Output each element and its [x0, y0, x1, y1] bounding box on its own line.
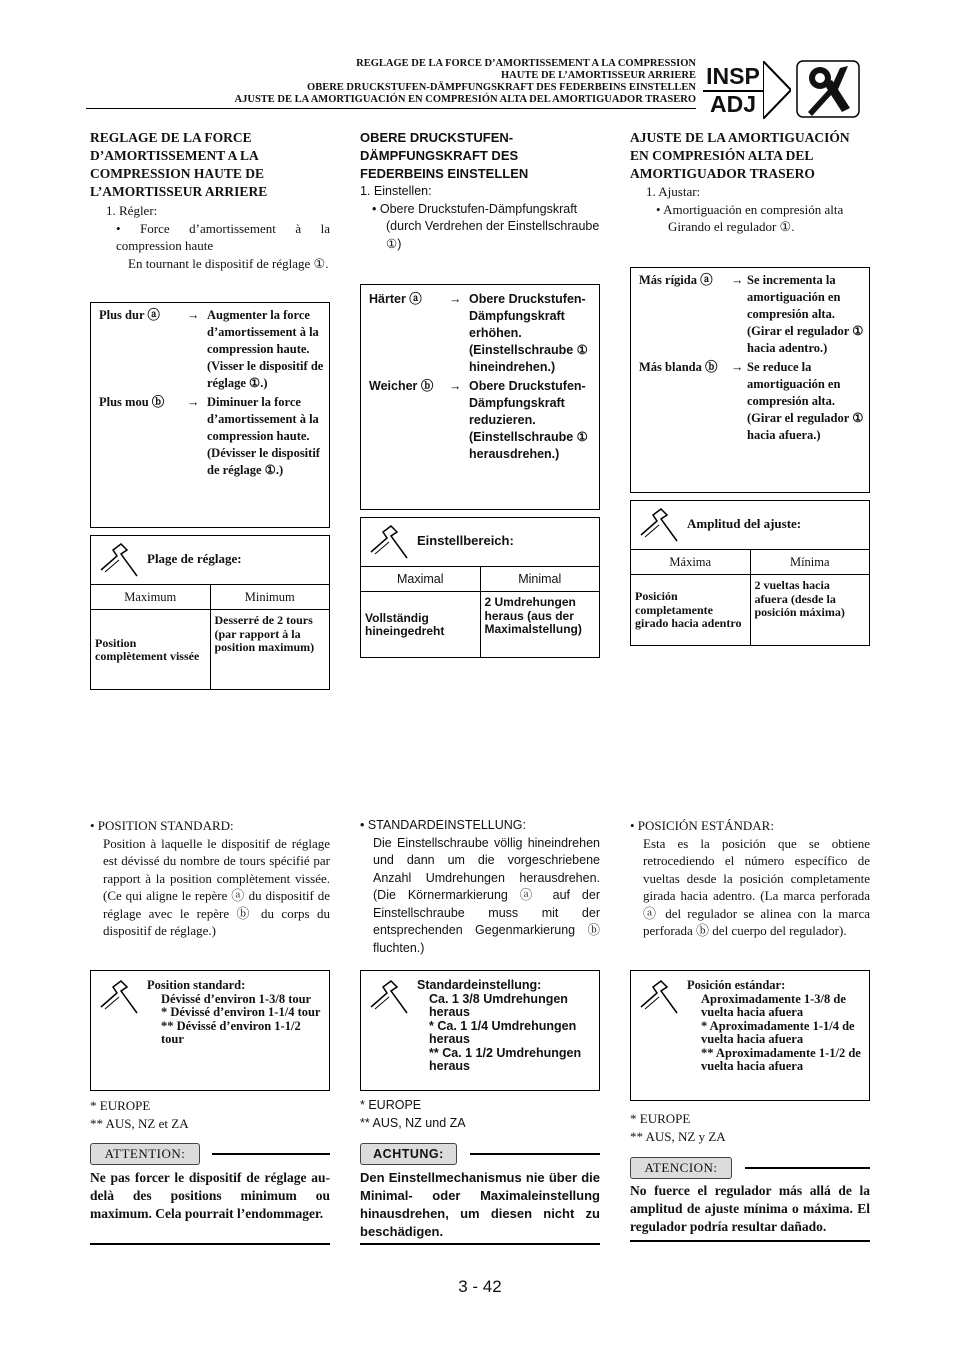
de-warning-label: ACHTUNG: — [360, 1143, 457, 1165]
de-note-2: ** AUS, NZ und ZA — [360, 1115, 466, 1130]
running-header — [235, 58, 696, 106]
es-warning-rule — [745, 1167, 870, 1169]
fr-range-max-header: Maximum — [91, 585, 211, 609]
fr-warning-bottom-rule — [90, 1243, 330, 1245]
fr-std-box-title: Position standard: — [147, 978, 246, 992]
de-notes — [360, 1097, 600, 1132]
header-line-1: REGLAGE DE LA FORCE D’AMORTISSEMENT A LA COMPRESSION — [356, 58, 696, 69]
badge-insp: INSP — [706, 63, 760, 89]
es-warning-text: No fuerce el regulador más allá de la amplitud de ajuste mínima o máxima. El regulador podría resultar dañado. — [630, 1183, 870, 1234]
column-de — [360, 129, 600, 253]
es-harder-text: Se incrementa la amortiguación en compresión alta. (Girar el regulador ① hacia adentro.) — [747, 273, 864, 355]
es-range-min: 2 vueltas hacia afuera (desde la posición máxima) — [754, 578, 845, 619]
de-range-max-header: Maximal — [361, 567, 481, 591]
fr-range-min-header: Minimum — [244, 590, 295, 604]
fr-harder-label: Plus dur ⓐ — [99, 308, 160, 322]
de-warning-text: Den Einstellmechanismus nie über die Minimal- oder Maximaleinstellung hinausdrehen, um diesen nicht zu beschädigen. — [360, 1170, 600, 1239]
de-bullet-sub: (durch Verdrehen der Einstellschraube ①) — [386, 219, 600, 251]
es-range-table — [630, 500, 870, 646]
de-range-table — [360, 517, 600, 658]
fr-range-min: Desserré de 2 tours (par rapport à la position maximum) — [214, 613, 315, 654]
de-std-text: Die Einstellschraube völlig hineindrehen und dann um die vorgeschriebene Anzahl Umdrehungen herausdrehen. (Die Körnermarkierung ⓐ auf der Einstellschraube muss mit der entsprechenden Gegenmarkierung ⓑ fluchten.) — [373, 835, 600, 955]
header-line-4: AJUSTE DE LA AMORTIGUACIÓN EN COMPRESIÓN ALTA DEL AMORTIGUADOR TRASERO — [234, 94, 696, 105]
fr-warning-text: Ne pas forcer le dispositif de réglage au-delà des positions minimum ou maximum. Cela pourrait l’endommager. — [90, 1170, 330, 1221]
fr-range-table — [90, 535, 330, 690]
es-standard-box — [630, 970, 870, 1101]
es-title: AJUSTE DE LA AMORTIGUACIÓN EN COMPRESIÓN ALTA DEL AMORTIGUADOR TRASERO — [630, 130, 850, 181]
de-range-min: 2 Umdrehungen heraus (aus der Maximalstellung) — [484, 595, 582, 636]
fr-std-bullet: • POSITION STANDARD: — [90, 818, 234, 833]
de-std-box-line-1: Ca. 1 3/8 Umdrehungen heraus — [429, 991, 568, 1019]
es-notes — [630, 1110, 870, 1145]
fr-standard-section — [90, 817, 330, 940]
fr-note-1: * EUROPE — [90, 1098, 151, 1113]
de-step: 1. Einstellen: — [360, 184, 432, 198]
de-range-max: Vollständig hineingedreht — [361, 592, 481, 658]
de-range-title: Einstellbereich: — [417, 533, 514, 548]
wrench-spec-icon — [369, 979, 413, 1015]
fr-softer-label: Plus mou ⓑ — [99, 395, 165, 409]
fr-warning-label: ATTENTION: — [90, 1143, 200, 1165]
header-line-2: HAUTE DE L’AMORTISSEUR ARRIERE — [501, 70, 696, 81]
de-harder-label: Härter ⓐ — [369, 292, 422, 306]
wrench-spec-icon — [639, 507, 683, 543]
de-standard-box — [360, 970, 600, 1091]
de-harder-arrow: → — [449, 292, 462, 306]
es-softer-arrow: → — [731, 360, 744, 374]
de-std-box-line-2: * Ca. 1 1/4 Umdrehungen heraus — [429, 1018, 577, 1046]
de-softer-text: Obere Druckstufen-Dämpfungskraft reduzieren. (Einstellschraube ① herausdrehen.) — [469, 379, 588, 461]
fr-title: REGLAGE DE LA FORCE D’AMORTISSEMENT A LA COMPRESSION HAUTE DE L’AMORTISSEUR ARRIERE — [90, 130, 268, 199]
de-softer-label: Weicher ⓑ — [369, 379, 434, 393]
es-warning-bottom-rule — [630, 1240, 870, 1242]
fr-softer-text: Diminuer la force d’amortissement à la compression haute. (Dévisser le dispositif de réglage ①.) — [207, 395, 320, 477]
es-range-title: Amplitud del ajuste: — [687, 516, 802, 531]
wrench-spec-icon — [369, 524, 413, 560]
es-adjust-table — [630, 267, 870, 493]
de-std-bullet: • STANDARDEINSTELLUNG: — [360, 818, 526, 832]
page-number: 3 - 42 — [458, 1277, 502, 1296]
de-adjust-table — [360, 284, 600, 510]
es-range-min-header: Mínima — [789, 555, 830, 569]
de-warning-rule — [470, 1153, 600, 1155]
es-harder-label: Más rígida ⓐ — [639, 273, 713, 287]
column-es — [630, 129, 870, 236]
es-std-box-line-1: Aproximadamente 1-3/8 de vuelta hacia afuera — [701, 991, 846, 1019]
es-note-2: ** AUS, NZ y ZA — [630, 1128, 726, 1144]
es-bullet: • Amortiguación en compresión alta — [656, 201, 844, 217]
fr-adjust-table — [90, 302, 330, 528]
fr-harder-arrow: → — [187, 308, 200, 322]
de-standard-section — [360, 817, 600, 957]
es-std-box-line-2: * Aproximadamente 1-1/4 de vuelta hacia afuera — [701, 1018, 855, 1046]
es-range-max-header: Máxima — [631, 550, 751, 574]
column-fr — [90, 129, 330, 272]
fr-bullet: • Force d’amortissement à la compression haute — [116, 220, 330, 253]
es-note-1: * EUROPE — [630, 1111, 691, 1126]
es-warning-label: ATENCION: — [630, 1157, 732, 1179]
es-std-text: Esta es la posición que se obtiene retrocediendo el número específico de vueltas desde la posición completamente girada hacia adentro. (La marca perforada ⓐ del regulador se alinea con la marca perforada ⓑ del cuerpo del regulador). — [643, 835, 870, 938]
fr-bullet-sub: En tournant le dispositif de réglage ①. — [128, 255, 329, 271]
de-softer-arrow: → — [449, 379, 462, 393]
fr-std-box-line-1: Dévissé d’environ 1-3/8 tour — [161, 991, 312, 1006]
wrench-screwdriver-icon — [796, 60, 860, 118]
de-warning-bottom-rule — [360, 1243, 600, 1245]
de-title: OBERE DRUCKSTUFEN-DÄMPFUNGSKRAFT DES FEDERBEINS EINSTELLEN — [360, 130, 529, 181]
es-range-max: Posición completamente girado hacia adentro — [631, 575, 751, 646]
de-std-box-title: Standardeinstellung: — [417, 978, 542, 992]
wrench-spec-icon — [99, 542, 143, 578]
fr-standard-box — [90, 970, 330, 1091]
fr-std-box-line-3: ** Dévissé d’environ 1-1/2 tour — [161, 1018, 301, 1046]
es-std-box-title: Posición estándar: — [687, 978, 786, 992]
fr-harder-text: Augmenter la force d’amortissement à la compression haute. (Visser le dispositif de réglage ①.) — [207, 308, 324, 390]
de-note-1: * EUROPE — [360, 1098, 422, 1112]
es-harder-arrow: → — [731, 273, 744, 287]
de-std-box-line-3: ** Ca. 1 1/2 Umdrehungen heraus — [429, 1045, 582, 1073]
insp-adj-badge — [703, 61, 793, 117]
wrench-spec-icon — [99, 979, 143, 1015]
es-softer-text: Se reduce la amortiguación en compresión alta. (Girar el regulador ① hacia afuera.) — [747, 360, 864, 442]
de-harder-text: Obere Druckstufen-Dämpfungskraft erhöhen. (Einstellschraube ① hineindrehen.) — [469, 292, 588, 374]
header-line-3: OBERE DRUCKSTUFEN-DÄMPFUNGSKRAFT DES FEDERBEINS EINSTELLEN — [307, 82, 696, 93]
es-bullet-sub: Girando el regulador ①. — [668, 219, 795, 234]
fr-step: 1. Régler: — [106, 203, 158, 218]
fr-softer-arrow: → — [187, 395, 200, 409]
de-range-min-header: Minimal — [518, 572, 562, 586]
badge-adj: ADJ — [709, 91, 756, 117]
es-step: 1. Ajustar: — [646, 184, 701, 199]
es-standard-section — [630, 817, 870, 940]
fr-std-text: Position à laquelle le dispositif de réglage est dévissé du nombre de tours spécifié par rapport à la position complètement vissée. (Ce qui aligne le repère ⓐ du dispositif de réglage avec le repère ⓑ du corps du dispositif de réglage.) — [103, 835, 330, 938]
es-softer-label: Más blanda ⓑ — [639, 360, 718, 374]
fr-notes — [90, 1097, 330, 1132]
fr-range-max: Position complètement vissée — [91, 610, 211, 690]
fr-std-box-line-2: * Dévissé d’environ 1-1/4 tour — [161, 1005, 321, 1019]
fr-range-title: Plage de réglage: — [147, 551, 242, 566]
es-std-box-line-3: ** Aproximadamente 1-1/2 de vuelta hacia afuera — [701, 1045, 861, 1073]
header-rule — [86, 108, 696, 109]
fr-warning-rule — [212, 1153, 330, 1155]
de-bullet: • Obere Druckstufen-Dämpfungskraft — [372, 201, 578, 216]
wrench-spec-icon — [639, 979, 683, 1015]
es-std-bullet: • POSICIÓN ESTÁNDAR: — [630, 818, 774, 833]
fr-note-2: ** AUS, NZ et ZA — [90, 1115, 189, 1131]
